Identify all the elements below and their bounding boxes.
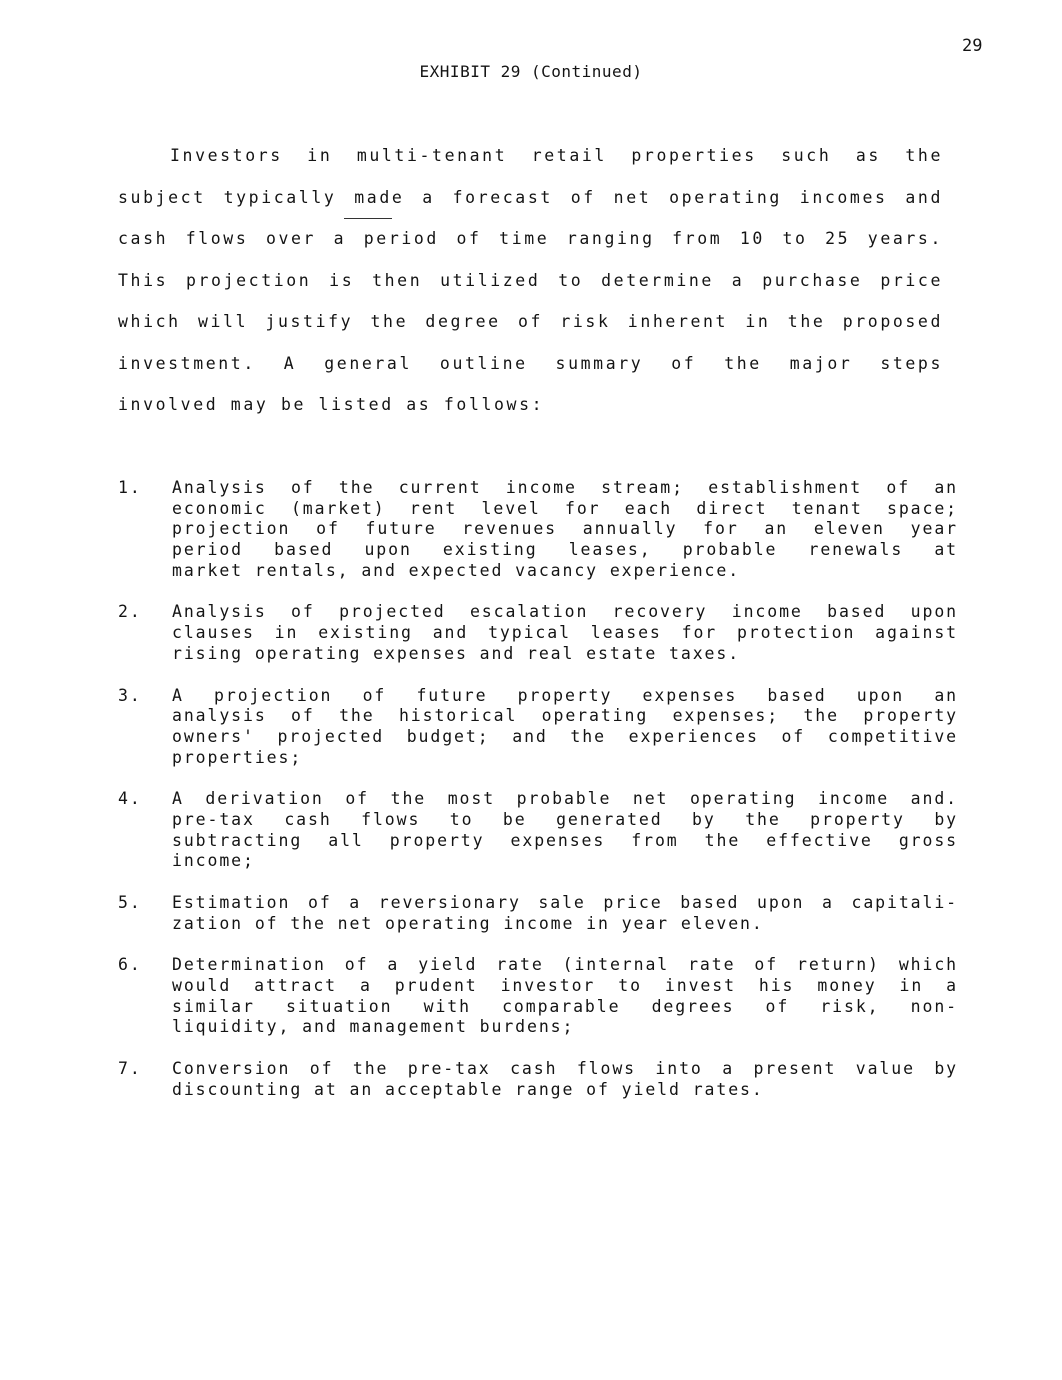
step-body	[172, 478, 958, 581]
list-item	[118, 1059, 958, 1100]
step-line: Estimation of a reversionary sale price based upon a capitali-	[172, 893, 958, 912]
step-line: rising operating expenses and real estate taxes.	[172, 643, 741, 663]
step-line: subtracting all property expenses from the effective gross	[172, 830, 958, 850]
step-line: A projection of future property expenses based upon an	[172, 685, 958, 705]
underline-mark	[344, 218, 392, 219]
intro-line: subject typically made a forecast of net operating incomes and	[118, 187, 943, 207]
list-item	[118, 602, 958, 664]
intro-paragraph	[118, 140, 943, 431]
step-body	[172, 955, 958, 1038]
intro-line: cash flows over a period of time ranging from 10 to 25 years.	[118, 229, 943, 248]
list-item	[118, 789, 958, 872]
step-number: 7.	[118, 1059, 142, 1079]
list-item	[118, 955, 958, 1038]
step-body	[172, 893, 958, 934]
step-number: 2.	[118, 602, 142, 622]
step-number: 1.	[118, 478, 142, 497]
step-line: income;	[172, 851, 255, 871]
steps-list	[118, 478, 958, 1122]
step-body	[172, 602, 958, 664]
intro-line: which will justify the degree of risk inherent in the proposed	[118, 312, 943, 331]
intro-line: involved may be listed as follows:	[118, 395, 545, 414]
step-body	[172, 1059, 958, 1100]
list-item	[118, 478, 958, 581]
step-line: discounting at an acceptable range of yield rates.	[172, 1079, 764, 1099]
step-line: Analysis of the current income stream; establishment of an	[172, 478, 958, 497]
step-line: pre-tax cash flows to be generated by the property by	[172, 809, 958, 829]
step-number: 5.	[118, 893, 142, 912]
step-number: 3.	[118, 685, 142, 705]
step-line: A derivation of the most probable net operating income and.	[172, 789, 958, 809]
step-line: economic (market) rent level for each direct tenant space;	[172, 498, 958, 518]
step-line: Determination of a yield rate (internal rate of return) which	[172, 955, 958, 975]
step-line: projection of future revenues annually for an eleven year	[172, 519, 958, 539]
page-title: EXHIBIT 29 (Continued)	[419, 62, 643, 81]
step-line: Analysis of projected escalation recovery income based upon	[172, 602, 958, 622]
page-number: 29	[962, 36, 983, 56]
step-line: owners' projected budget; and the experiences of competitive	[172, 726, 958, 746]
step-line: period based upon existing leases, probable renewals at	[172, 540, 958, 560]
step-body	[172, 686, 958, 769]
step-line: properties;	[172, 747, 303, 767]
list-item	[118, 686, 958, 769]
intro-line: investment. A general outline summary of the major steps	[118, 353, 943, 373]
step-line: zation of the net operating income in year eleven.	[172, 913, 764, 933]
step-line: would attract a prudent investor to invest his money in a	[172, 976, 958, 996]
step-number: 4.	[118, 789, 142, 809]
step-line: liquidity, and management burdens;	[172, 1017, 575, 1037]
step-body	[172, 789, 958, 872]
step-number: 6.	[118, 955, 142, 975]
step-line: clauses in existing and typical leases for protection against	[172, 623, 958, 643]
step-line: analysis of the historical operating expenses; the property	[172, 706, 958, 726]
intro-line: This projection is then utilized to determine a purchase price	[118, 270, 943, 290]
intro-line: Investors in multi-tenant retail properties such as the	[170, 146, 943, 165]
step-line: market rentals, and expected vacancy experience.	[172, 560, 741, 580]
list-item	[118, 893, 958, 934]
step-line: similar situation with comparable degrees of risk, non-	[172, 996, 958, 1016]
step-line: Conversion of the pre-tax cash flows into a present value by	[172, 1059, 958, 1079]
